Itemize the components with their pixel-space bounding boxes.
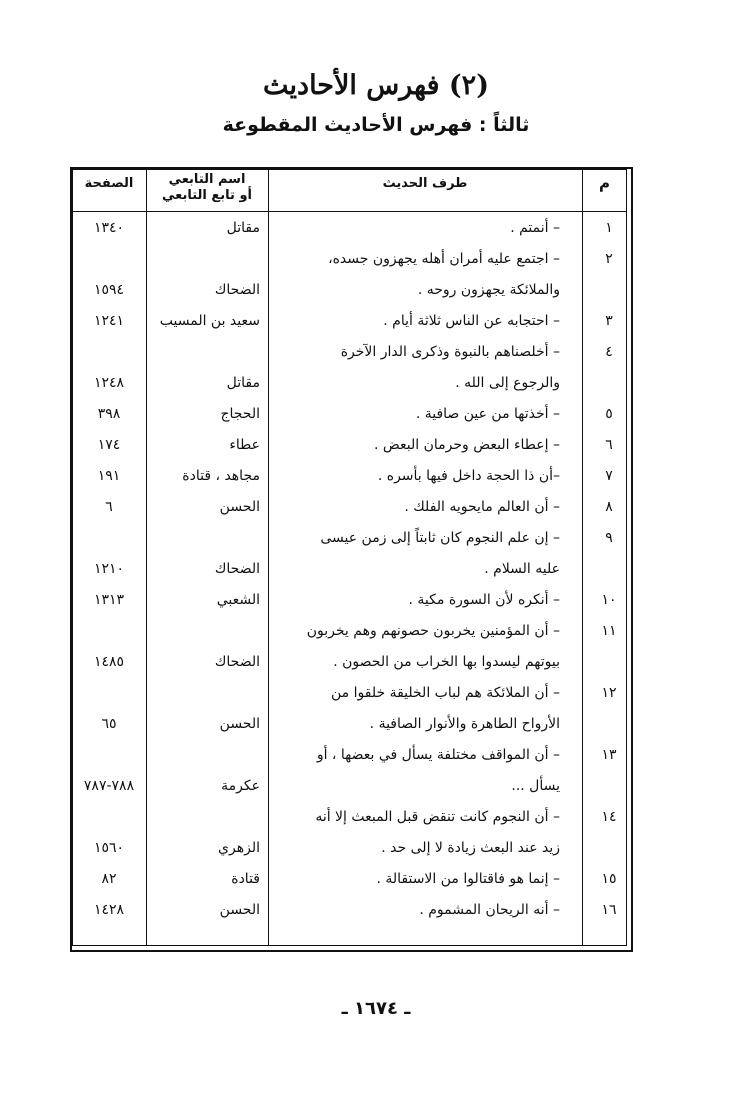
row-number: ٦ [605, 437, 613, 453]
header-name-line1: اسم التابعي [168, 172, 246, 187]
hadith-text-line: – أنمتم . [510, 220, 560, 236]
hadith-text-line: – احتجابه عن الناس ثلاثة أيام . [383, 313, 560, 329]
page-reference: ٦٥ [101, 716, 117, 732]
page-reference: ١٣٤٠ [93, 220, 125, 236]
hadith-text-line: – أن الملائكة هم لباب الخليقة خلقوا من [331, 685, 560, 701]
section-subtitle [0, 114, 752, 136]
hadith-text-line: – أن النجوم كانت تنقض قبل المبعث إلا أنه [315, 809, 560, 825]
narrator-name: سعيد بن المسيب [159, 313, 260, 329]
hadith-text-line: – أخذتها من عين صافية . [415, 406, 560, 422]
subtitle-text: فهرس الأحاديث المقطوعة [222, 114, 473, 136]
row-number: ٨ [605, 499, 613, 515]
narrator-name: الضحاك [214, 282, 260, 298]
narrator-name: الحجاج [220, 406, 260, 422]
header-name-line2: أو تابع التابعي [161, 188, 252, 203]
hadith-text-line: – إنما هو فاقتالوا من الاستقالة . [376, 871, 560, 887]
hadith-text-line: عليه السلام . [484, 561, 560, 577]
page-reference: ٦ [105, 499, 113, 515]
page-number: ـ ١٦٧٤ ـ [341, 998, 411, 1019]
hadith-text-line: – إعطاء البعض وحرمان البعض . [373, 437, 560, 453]
page-reference: ٣٩٨ [97, 406, 121, 422]
narrator-name: الحسن [219, 716, 260, 732]
hadith-text-line: زيد عند البعث زيادة لا إلى حد . [381, 840, 560, 856]
page-reference: ١٥٦٠ [93, 840, 125, 856]
hadith-text-line: – أنه الريحان المشموم . [419, 902, 560, 918]
subtitle-prefix: ثالثاً : [478, 114, 530, 136]
narrator-name: عكرمة [221, 778, 260, 794]
hadith-text-line: – أن العالم مايحويه الفلك . [404, 499, 560, 515]
hadith-text-line: – أن المواقف مختلفة يسأل في بعضها ، أو [316, 747, 560, 763]
row-number: ١٤ [601, 809, 617, 825]
hadith-text-line: –أن ذا الحجة داخل فيها بأسره . [377, 468, 560, 484]
header-page: الصفحة [84, 176, 134, 191]
row-number: ٧ [605, 468, 613, 484]
page-reference: ١٥٩٤ [93, 282, 125, 298]
row-number: ١٠ [601, 592, 617, 608]
hadith-text-line: – إن علم النجوم كان ثابتاً إلى زمن عيسى [320, 530, 560, 546]
narrator-name: مقاتل [226, 375, 260, 391]
hadith-text-line: – أن المؤمنين يخربون حصونهم وهم يخربون [306, 623, 560, 639]
page-reference: ١٩١ [97, 468, 121, 484]
narrator-name: الشعبي [216, 592, 260, 608]
row-number: ٤ [605, 344, 613, 360]
row-number: ١٥ [601, 871, 617, 887]
narrator-name: الضحاك [214, 561, 260, 577]
row-number: ٢ [605, 251, 613, 267]
row-number: ٥ [605, 406, 613, 422]
hadith-text-line: بيوتهم ليسدوا بها الخراب من الحصون . [333, 654, 560, 670]
narrator-name: الضحاك [214, 654, 260, 670]
narrator-name: الحسن [219, 902, 260, 918]
header-divider [72, 211, 627, 212]
page-reference: ١٢٤١ [93, 313, 125, 329]
narrator-name: عطاء [229, 437, 260, 453]
narrator-name: الحسن [219, 499, 260, 515]
row-number: ١٣ [601, 747, 617, 763]
row-number: ١٢ [601, 685, 617, 701]
page-reference: ١٢١٠ [93, 561, 125, 577]
column-divider [582, 169, 583, 946]
narrator-name: مقاتل [226, 220, 260, 236]
hadith-text-line: – اجتمع عليه أمران أهله يجهزون جسده، [328, 251, 560, 267]
narrator-name: قتادة [231, 871, 260, 887]
page-reference: ١٤٨٥ [93, 654, 125, 670]
hadith-text-line: والملائكة يجهزون روحه . [417, 282, 560, 298]
page-reference: ١٢٤٨ [93, 375, 125, 391]
hadith-text-line: والرجوع إلى الله . [455, 375, 560, 391]
hadith-text-line: الأرواح الطاهرة والأنوار الصافية . [369, 716, 560, 732]
narrator-name: مجاهد ، قتادة [182, 468, 260, 484]
page-reference: ١٣١٣ [93, 592, 125, 608]
row-number: ١ [605, 220, 613, 236]
hadith-text-line: – أخلصناهم بالنبوة وذكرى الدار الآخرة [340, 344, 560, 360]
row-number: ٩ [605, 530, 613, 546]
narrator-name: الزهري [218, 840, 260, 856]
page-title: (٢) فهرس الأحاديث [263, 70, 489, 101]
header-hadith: طرف الحديث [382, 176, 468, 191]
header-num: م [599, 174, 610, 192]
hadith-text-line: – أنكره لأن السورة مكية . [408, 592, 560, 608]
page-reference: ١٤٢٨ [93, 902, 125, 918]
page-reference: ٧٨٨-٧٨٧ [83, 778, 135, 794]
page-reference: ٨٢ [101, 871, 117, 887]
row-number: ٣ [605, 313, 613, 329]
hadith-text-line: يسأل ... [511, 778, 560, 794]
row-number: ١١ [601, 623, 617, 639]
page-reference: ١٧٤ [97, 437, 121, 453]
row-number: ١٦ [601, 902, 617, 918]
